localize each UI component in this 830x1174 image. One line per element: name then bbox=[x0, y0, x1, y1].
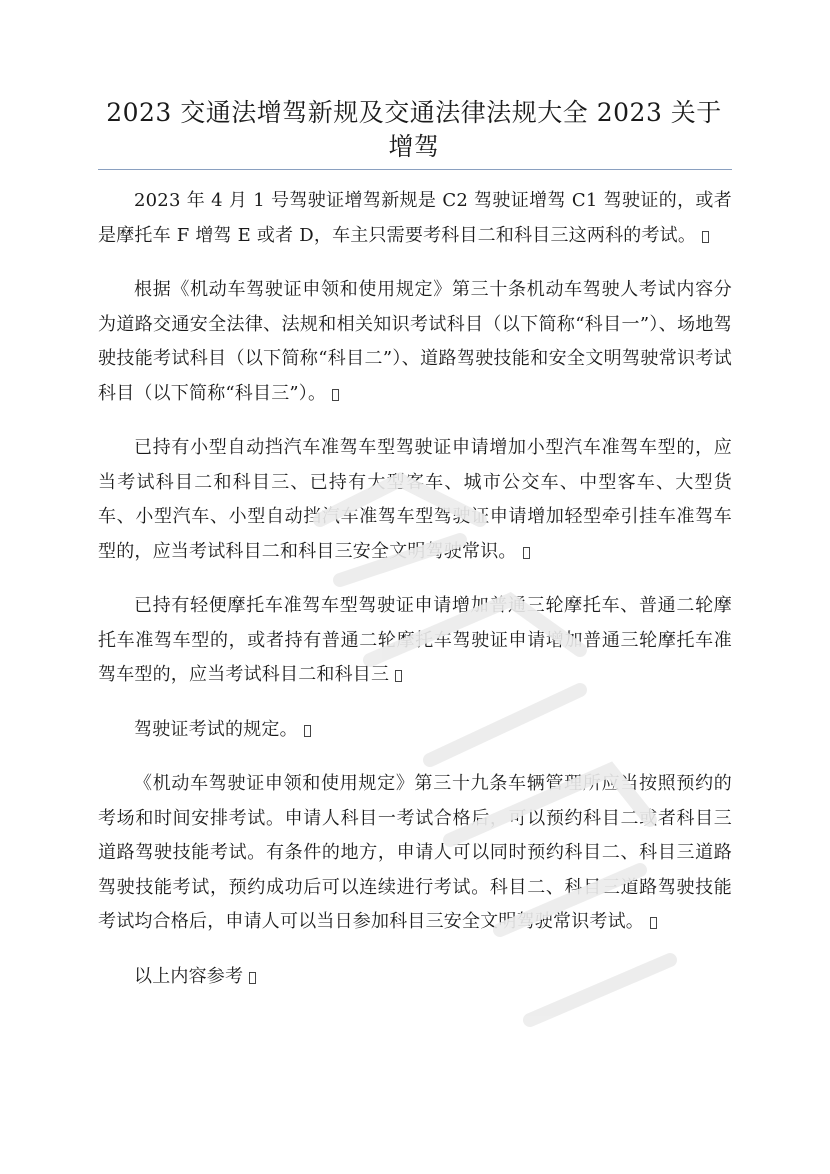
paragraph-mark-icon bbox=[304, 725, 311, 737]
paragraph-4-text: 已持有轻便摩托车准驾车型驾驶证申请增加普通三轮摩托车、普通二轮摩托车准驾车型的，或者持有普通二轮摩托车驾驶证申请增加普通三轮摩托车准驾车型的，应当考试科目二和科目三 bbox=[98, 595, 732, 685]
paragraph-mark-icon bbox=[249, 972, 256, 984]
paragraph-5 bbox=[98, 713, 732, 748]
paragraph-6 bbox=[98, 767, 732, 940]
title-divider bbox=[98, 169, 732, 170]
document-title: 2023 交通法增驾新规及交通法律法规大全 2023 关于增驾 bbox=[106, 98, 722, 161]
paragraph-2 bbox=[98, 273, 732, 411]
paragraph-2-text: 根据《机动车驾驶证申领和使用规定》第三十条机动车驾驶人考试内容分为道路交通安全法律、法规和相关知识考试科目（以下简称“科目一”）、场地驾驶技能考试科目（以下简称“科目二”）、道路驾驶技能和安全文明驾驶常识考试科目（以下简称“科目三”）。 bbox=[98, 279, 732, 404]
paragraph-6-text: 《机动车驾驶证申领和使用规定》第三十九条车辆管理所应当按照预约的考场和时间安排考试。申请人科目一考试合格后，可以预约科目二或者科目三道路驾驶技能考试。有条件的地方，申请人可以同时预约科目二、科目三道路驾驶技能考试，预约成功后可以连续进行考试。科目二、科目三道路驾驶技能考试均合格后，申请人可以当日参加科目三安全文明驾驶常识考试。 bbox=[98, 773, 732, 932]
paragraph-mark-icon bbox=[395, 670, 402, 682]
paragraph-3-text: 已持有小型自动挡汽车准驾车型驾驶证申请增加小型汽车准驾车型的，应当考试科目二和科目三、已持有大型客车、城市公交车、中型客车、大型货车、小型汽车、小型自动挡汽车准驾车型驾驶证申请增加轻型牵引挂车准驾车型的，应当考试科目二和科目三安全文明驾驶常识。 bbox=[98, 437, 732, 562]
paragraph-7 bbox=[98, 960, 732, 995]
paragraph-7-text: 以上内容参考 bbox=[134, 965, 244, 987]
document-body bbox=[98, 184, 732, 1014]
paragraph-5-text: 驾驶证考试的规定。 bbox=[134, 718, 298, 740]
paragraph-mark-icon bbox=[702, 231, 709, 243]
paragraph-3 bbox=[98, 431, 732, 569]
paragraph-mark-icon bbox=[523, 547, 530, 559]
paragraph-mark-icon bbox=[332, 389, 339, 401]
paragraph-mark-icon bbox=[650, 917, 657, 929]
paragraph-1-text: 2023 年 4 月 1 号驾驶证增驾新规是 C2 驾驶证增驾 C1 驾驶证的，或者是摩托车 F 增驾 E 或者 D，车主只需要考科目二和科目三这两科的考试。 bbox=[98, 190, 732, 246]
paragraph-4 bbox=[98, 589, 732, 693]
paragraph-1 bbox=[98, 184, 732, 253]
